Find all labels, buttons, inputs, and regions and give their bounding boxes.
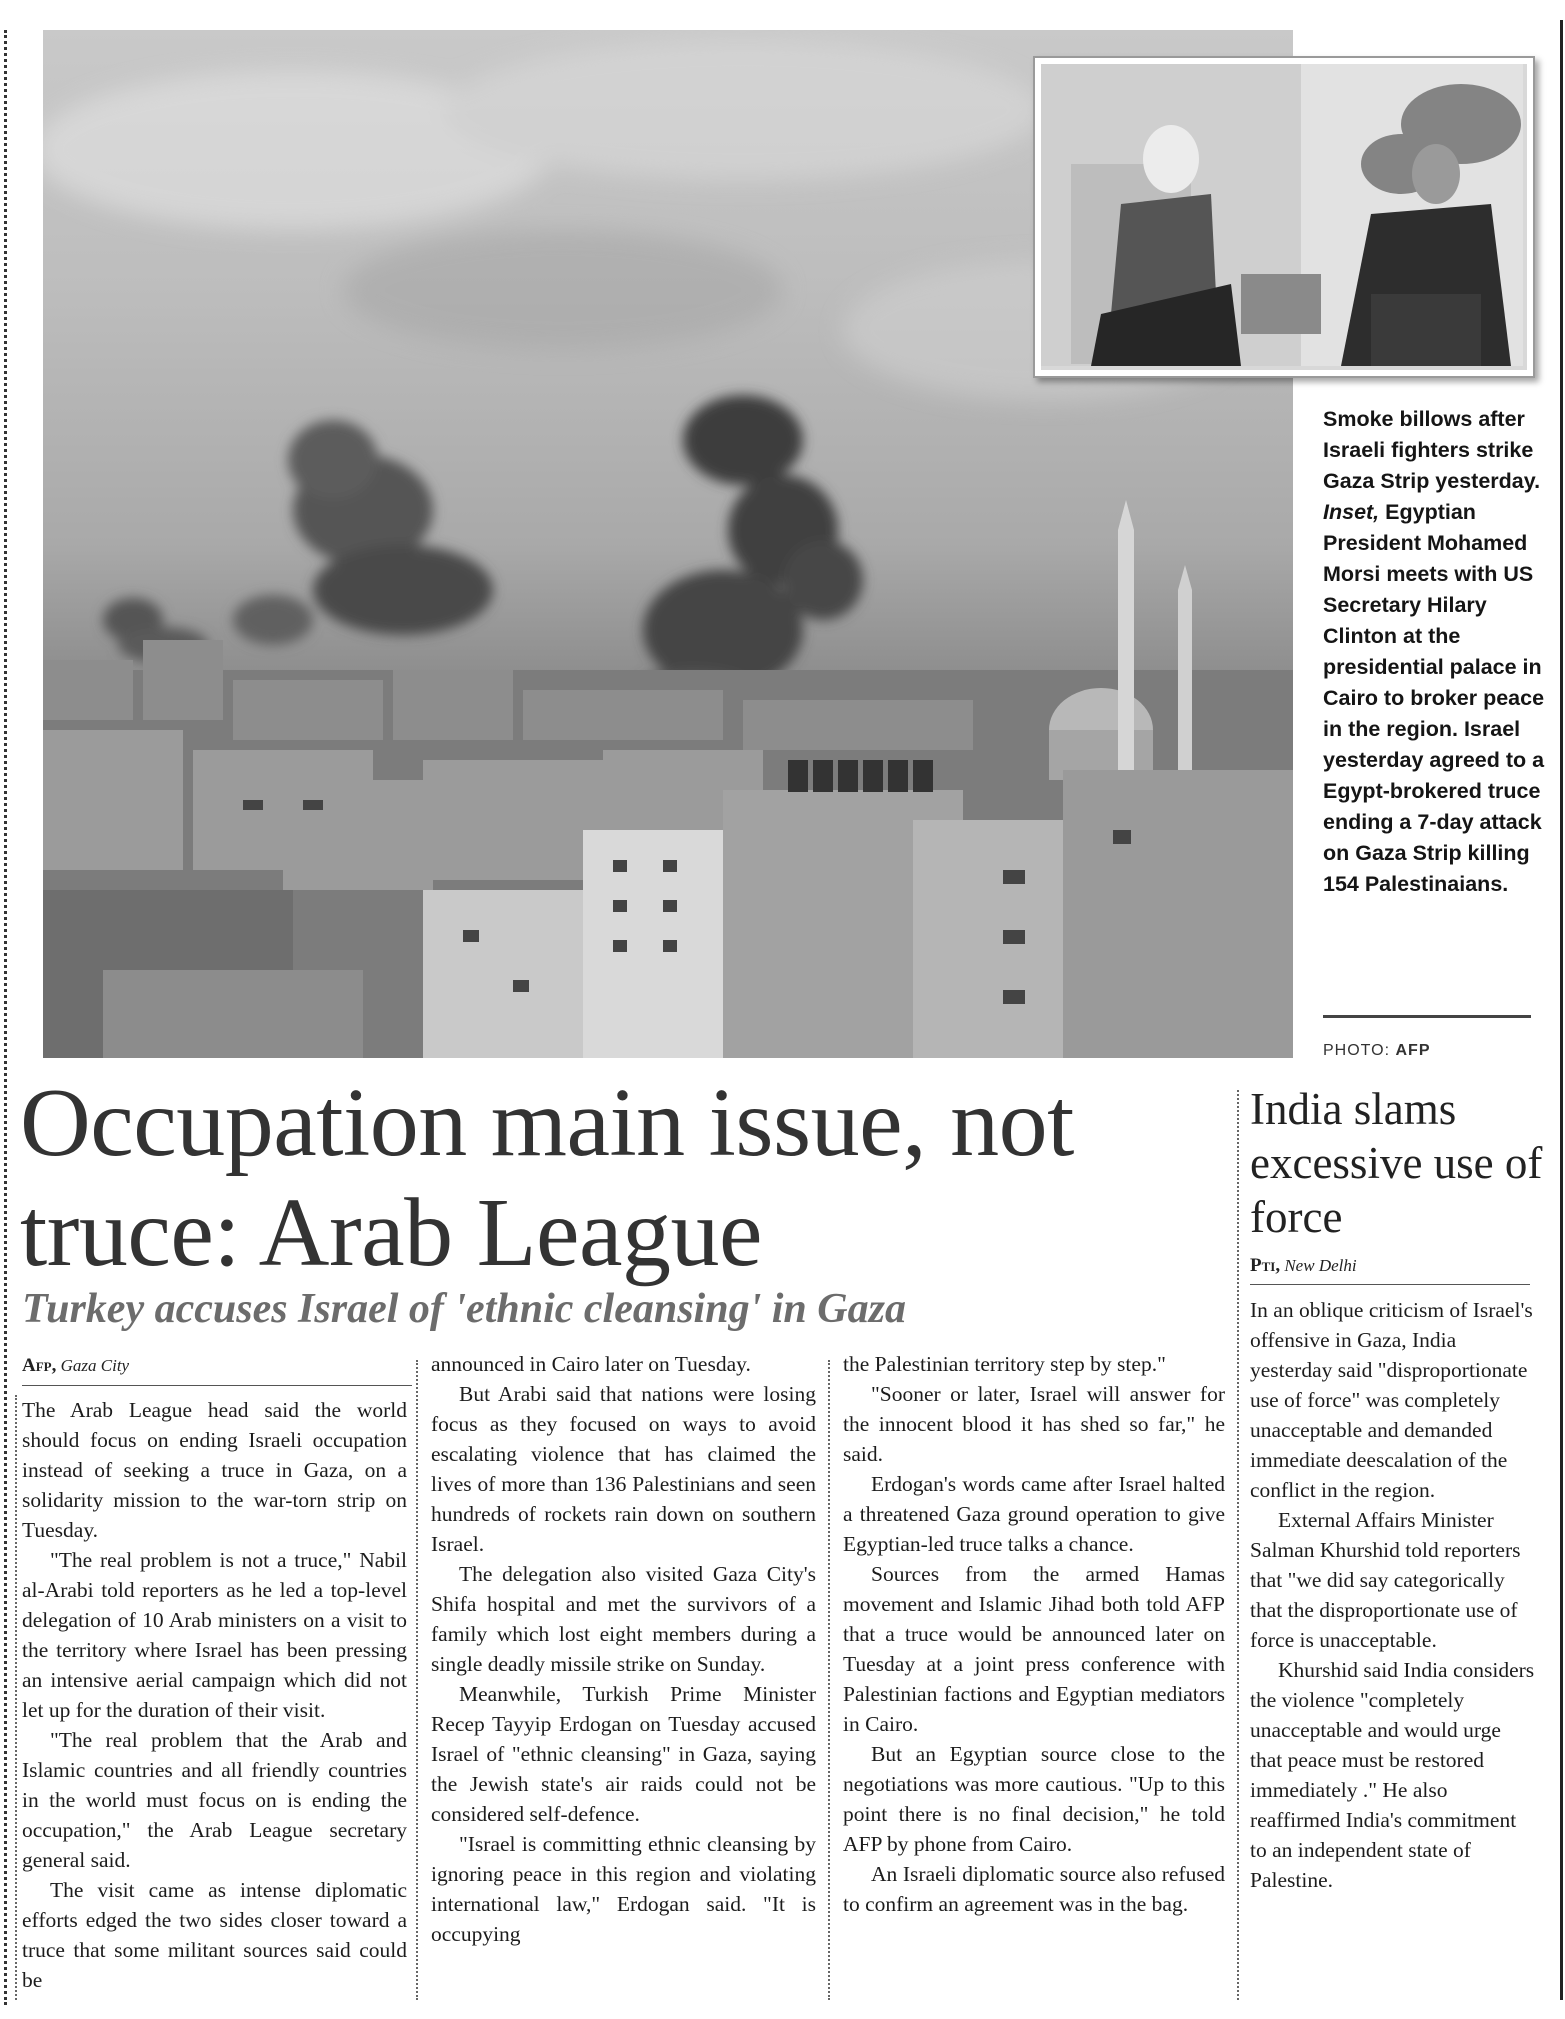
paragraph: "Israel is committing ethnic cleansing by ignoring peace in this region and violating international law," Erdogan said. "It is occupying [431,1832,816,1946]
inset-photo [1041,64,1527,370]
paragraph: But Arabi said that nations were losing focus as they focused on ways to avoid escalating violence that has claimed the lives of more than 136 Palestinians and seen hundreds of rockets rain down on southern Israel. [431,1382,816,1556]
paragraph: Khurshid said India considers the violence "completely unacceptable and would urge that peace must be restored immediately ." He also reaffirmed India's commitment to an independent state of Palestine. [1250,1658,1535,1892]
side-story-column [1250,1295,1536,1895]
caption-inset-label: Inset, [1323,500,1380,524]
left-dotted-margin [4,30,7,2005]
column-separator [828,1360,830,2000]
main-byline-agency: Afp, [22,1355,57,1376]
column-separator [15,1395,17,2000]
paragraph: "Sooner or later, Israel will answer for the innocent blood it has shed so far," he said. [843,1382,1225,1466]
column-separator [416,1360,418,2000]
paragraph: The Arab League head said the world should focus on ending Israeli occupation instead of seeking a truce in Gaza, on a solidarity mission to the war-torn strip on Tuesday. [22,1398,407,1542]
paragraph: Sources from the armed Hamas movement and Islamic Jihad both told AFP that a truce would be announced later on Tuesday at a joint press conference with Palestinian factions and Egyptian mediators in Cairo. [843,1562,1225,1736]
side-byline-rule [1250,1284,1530,1285]
paragraph: External Affairs Minister Salman Khurshid told reporters that "we did say categorically that the disproportionate use of force is unacceptable. [1250,1508,1521,1652]
main-byline-rule [22,1385,412,1386]
main-story-column-3 [843,1349,1225,1919]
photo-credit [1323,1042,1431,1060]
paragraph: But an Egyptian source close to the negotiations was more cautious. "Up to this point there is no final decision," he told AFP by phone from Cairo. [843,1742,1225,1856]
paragraph: "The real problem is not a truce," Nabil al-Arabi told reporters as he led a top-level delegation of 10 Arab ministers on a visit to the territory where Israel has been pressing an intensive aerial campaign which did not let up for the duration of their visit. [22,1548,407,1722]
side-byline-agency: Pti, [1250,1255,1281,1276]
photo-credit-label: PHOTO: [1323,1042,1391,1059]
photo-caption [1323,404,1555,900]
paragraph: The delegation also visited Gaza City's Shifa hospital and met the survivors of a family which lost eight members during a single deadly missile strike on Sunday. [431,1562,816,1676]
paragraph: Erdogan's words came after Israel halted a threatened Gaza ground operation to give Egyptian-led truce talks a chance. [843,1472,1225,1556]
caption-rule [1323,1015,1531,1018]
side-headline: India slams excessive use of force [1250,1084,1543,1242]
paragraph: "The real problem that the Arab and Islamic countries and all friendly countries in the world must focus on is ending the occupation," the Arab League secretary general said. [22,1728,407,1872]
main-subheadline: Turkey accuses Israel of 'ethnic cleansing' in Gaza [22,1286,906,1332]
caption-lead: Smoke billows after Israeli fighters strike Gaza Strip yesterday. [1323,407,1541,493]
main-story-column-2 [431,1349,816,1949]
paragraph: announced in Cairo later on Tuesday. [431,1352,751,1376]
main-byline [22,1355,129,1377]
column-separator [1237,1090,1239,2000]
main-byline-place: Gaza City [60,1356,130,1375]
side-byline-place: New Delhi [1284,1256,1357,1275]
paragraph: The visit came as intense diplomatic efforts edged the two sides closer toward a truce that some militant sources said could be [22,1878,407,1992]
paragraph: In an oblique criticism of Israel's offensive in Gaza, India yesterday said "disproportionate use of force" was completely unacceptable and demanded immediate deescalation of the conflict in the region. [1250,1298,1533,1502]
main-story-column-1 [22,1395,407,1995]
caption-rest: Egyptian President Mohamed Morsi meets with US Secretary Hilary Clinton at the presidential palace in Cairo to broker peace in the region. Israel yesterday agreed to a Egypt-brokered truce ending a 7-day attack on Gaza Strip killing 154 Palestinaians. [1323,500,1545,896]
photo-credit-source: AFP [1395,1042,1431,1059]
inset-photo-frame [1033,56,1535,378]
side-byline [1250,1255,1357,1277]
paragraph: Meanwhile, Turkish Prime Minister Recep Tayyip Erdogan on Tuesday accused Israel of "ethnic cleansing" in Gaza, saying the Jewish state's air raids could not be considered self-defence. [431,1682,816,1826]
inset-meeting-illustration [1041,64,1523,366]
main-headline: Occupation main issue, not truce: Arab League [20,1069,1074,1287]
paragraph: An Israeli diplomatic source also refused to confirm an agreement was in the bag. [843,1862,1225,1916]
paragraph: the Palestinian territory step by step." [843,1352,1166,1376]
right-page-edge [1560,20,1563,2000]
